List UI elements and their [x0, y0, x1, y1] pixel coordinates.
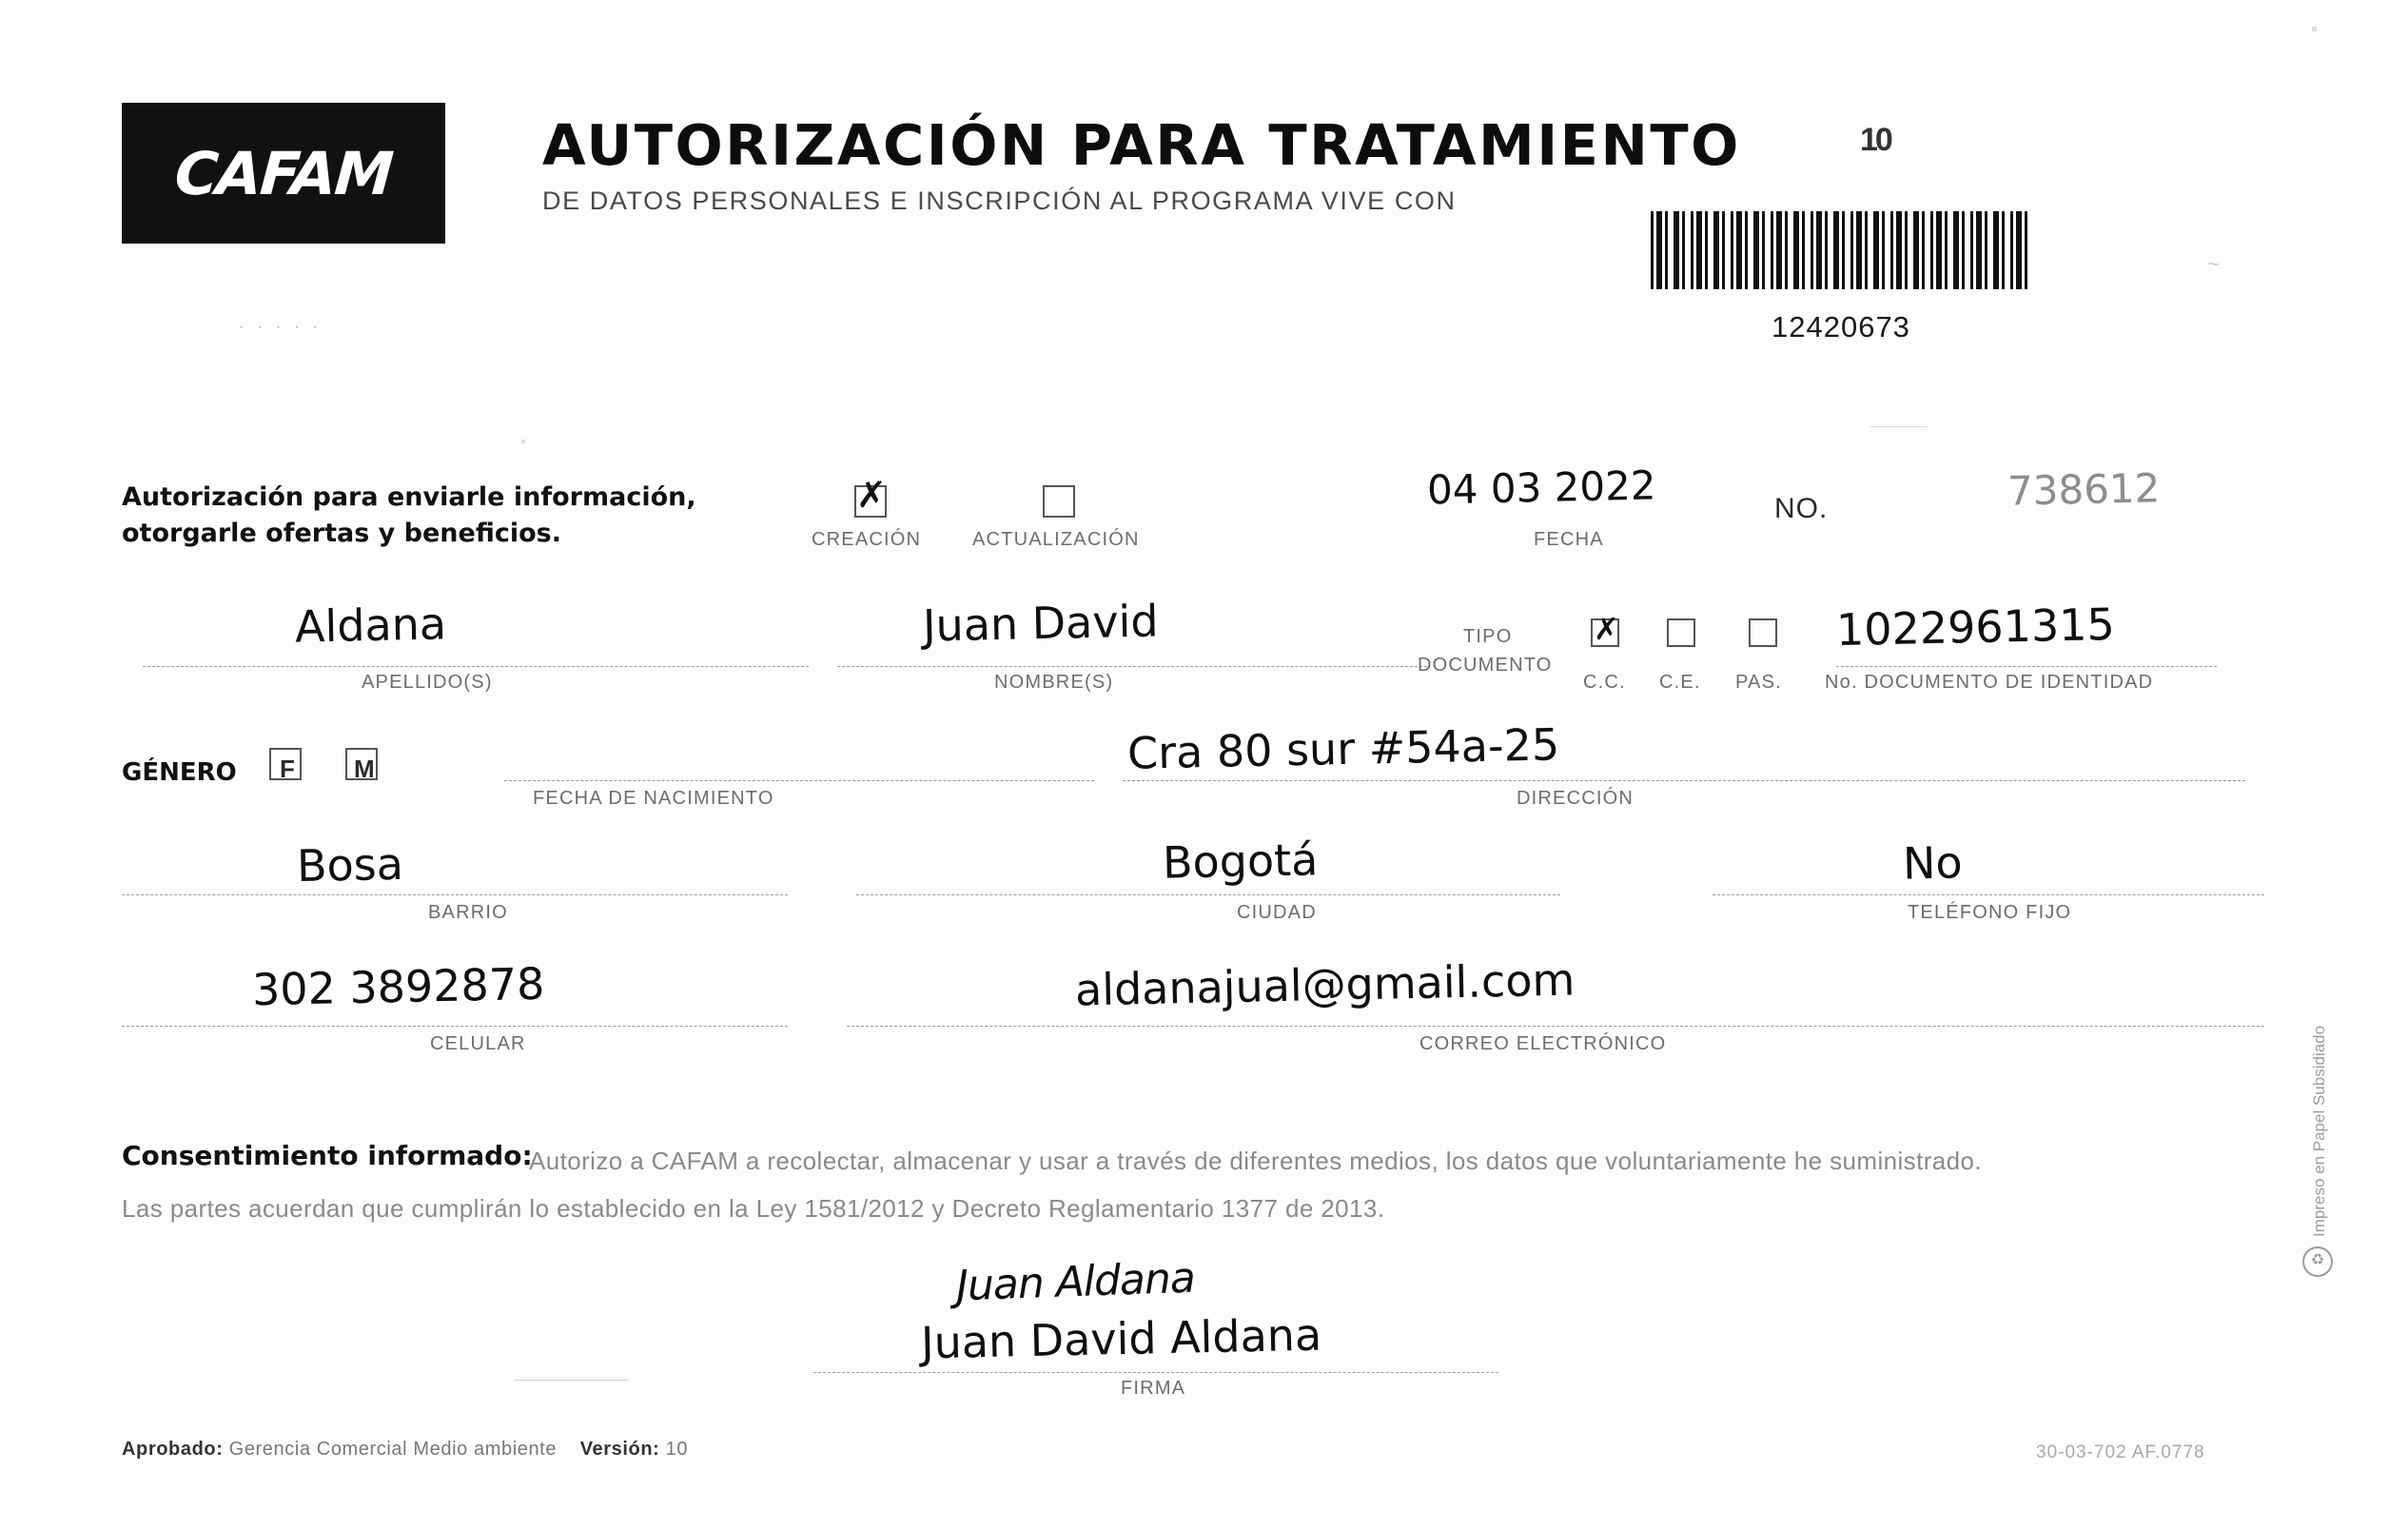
scan-speck: [2312, 27, 2317, 31]
consent-heading: Consentimiento informado:: [122, 1140, 533, 1171]
rule-ciudad: [856, 894, 1560, 895]
field-telefono-fijo-value: No: [1902, 836, 1964, 890]
page-subtitle: DE DATOS PERSONALES E INSCRIPCIÓN AL PROGRAMA VIVE CON: [542, 186, 1457, 215]
checkbox-actualizacion[interactable]: [1043, 485, 1075, 518]
rule-telefono-fijo: [1713, 894, 2264, 895]
title-ink-mark: 10: [1860, 122, 1890, 158]
checkbox-pas[interactable]: [1749, 618, 1777, 647]
scan-speck: [521, 440, 525, 443]
label-cc: C.C.: [1583, 672, 1626, 693]
label-pas: PAS.: [1735, 672, 1782, 693]
rule-nombre: [837, 666, 1427, 667]
label-documento: No. DOCUMENTO DE IDENTIDAD: [1825, 672, 2154, 693]
scan-speck: [514, 1380, 628, 1381]
field-correo-value: aldanajual@gmail.com: [1074, 953, 1576, 1016]
authorization-statement-line1: Autorización para enviarle información,: [122, 482, 696, 512]
field-nombre-value: Juan David: [922, 595, 1160, 652]
scan-speck: [1870, 426, 1928, 427]
signature-printed-name: Juan David Aldana: [920, 1308, 1322, 1369]
rule-documento: [1836, 666, 2217, 667]
label-genero-f: F: [280, 755, 297, 783]
label-creacion: CREACIÓN: [812, 529, 922, 550]
footer-approval: [122, 1439, 688, 1461]
barcode-number: 12420673: [1772, 310, 1910, 343]
footer-right-code: 30-03-702 AF.0778: [2036, 1442, 2205, 1462]
rule-barrio: [122, 894, 788, 895]
label-tipo-documento-1: TIPO: [1463, 626, 1513, 647]
label-numero: NO.: [1774, 493, 1829, 524]
label-ce: C.E.: [1659, 672, 1701, 693]
field-ciudad-value: Bogotá: [1162, 834, 1319, 889]
label-direccion: DIRECCIÓN: [1517, 788, 1635, 809]
footer-side-text: Impreso en Papel Subsidiado: [2310, 1025, 2328, 1237]
footer-version-value: 10: [665, 1439, 689, 1460]
label-apellido: APELLIDO(S): [362, 672, 493, 693]
field-documento-value: 1022961315: [1835, 598, 2116, 657]
field-apellido-value: Aldana: [294, 598, 447, 653]
barcode: [1651, 211, 2031, 289]
rule-direccion: [1123, 780, 2245, 781]
checkbox-ce[interactable]: [1667, 618, 1695, 647]
authorization-statement-line2: otorgarle ofertas y beneficios.: [122, 519, 561, 548]
label-nombre: NOMBRE(S): [994, 672, 1114, 693]
page-title: AUTORIZACIÓN PARA TRATAMIENTO: [542, 112, 1741, 178]
rule-correo: [847, 1026, 2264, 1027]
label-telefono-fijo: TELÉFONO FIJO: [1908, 902, 2072, 923]
checkbox-cc-mark: ✗: [1594, 612, 1619, 646]
cafam-logo-text: CAFAM: [172, 138, 395, 208]
label-actualizacion: ACTUALIZACIÓN: [972, 529, 1140, 550]
footer-version-label: Versión:: [579, 1439, 660, 1460]
field-celular-value: 302 3892878: [251, 957, 545, 1016]
faint-stamp: · · · · ·: [238, 314, 323, 338]
footer-approved-value: Gerencia Comercial Medio ambiente: [228, 1439, 558, 1460]
signature-scribble: Juan Aldana: [955, 1253, 1196, 1311]
cafam-logo: [122, 103, 445, 244]
field-fecha-value: 04 03 2022: [1426, 461, 1656, 514]
field-numero-value: 738612: [2007, 464, 2161, 515]
consent-body-line1: Autorizo a CAFAM a recolectar, almacenar y usar a través de diferentes medios, los datos que voluntariamente he suministrado.: [529, 1147, 1982, 1175]
rule-celular: [122, 1026, 788, 1027]
label-ciudad: CIUDAD: [1237, 902, 1317, 923]
field-direccion-value: Cra 80 sur #54a-25: [1126, 718, 1560, 779]
label-tipo-documento-2: DOCUMENTO: [1418, 655, 1553, 676]
field-barrio-value: Bosa: [296, 837, 404, 892]
label-celular: CELULAR: [430, 1033, 526, 1054]
label-barrio: BARRIO: [428, 902, 508, 923]
rule-apellido: [143, 666, 809, 667]
label-correo: CORREO ELECTRÓNICO: [1419, 1033, 1667, 1054]
rule-fecha-nacimiento: [504, 780, 1094, 781]
rule-firma: [813, 1372, 1498, 1373]
label-genero: GÉNERO: [122, 758, 237, 787]
label-firma: FIRMA: [1121, 1378, 1186, 1399]
consent-body-line2: Las partes acuerdan que cumplirán lo establecido en la Ley 1581/2012 y Decreto Reglamentario 1377 de 2013.: [122, 1194, 1385, 1223]
faint-mark-right: ~: [2207, 252, 2222, 276]
checkbox-creacion-mark: ✗: [856, 476, 887, 516]
label-genero-m: M: [354, 755, 376, 783]
footer-approved-label: Aprobado:: [122, 1439, 224, 1460]
label-fecha: FECHA: [1534, 529, 1604, 550]
recycle-icon: ♻: [2302, 1246, 2333, 1277]
label-fecha-nacimiento: FECHA DE NACIMIENTO: [533, 788, 774, 809]
